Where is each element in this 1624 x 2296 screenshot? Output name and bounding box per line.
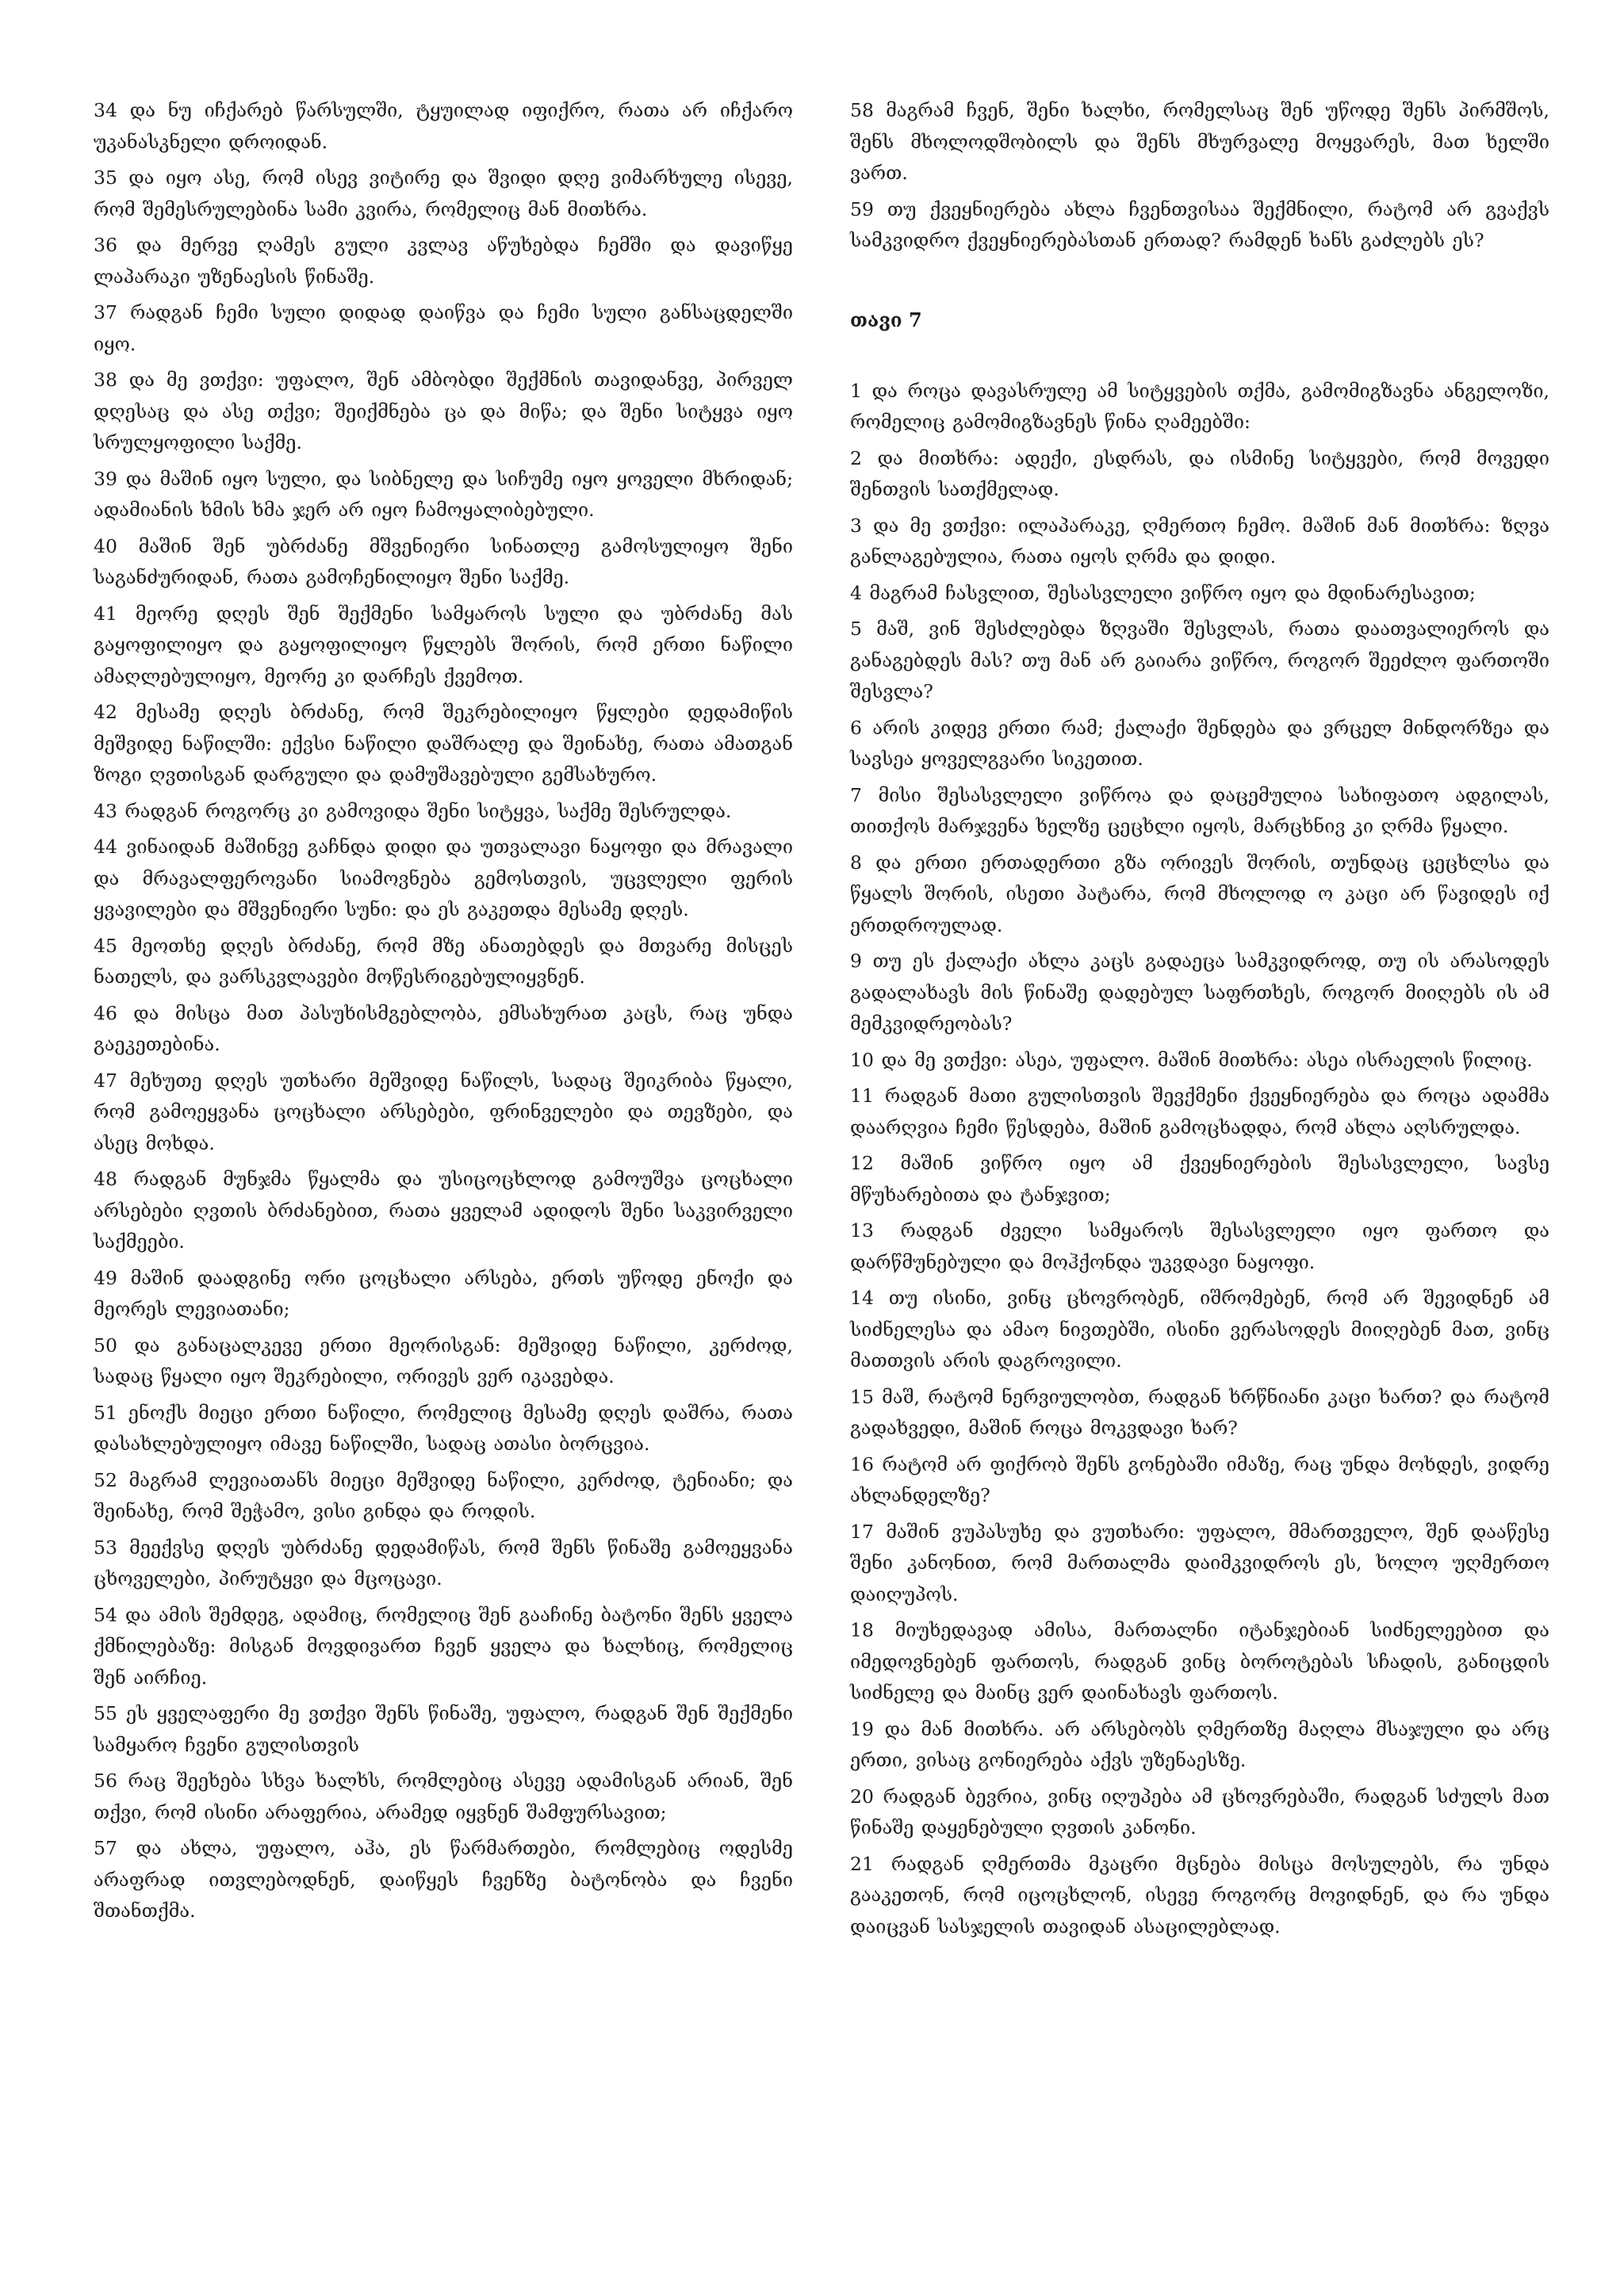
verse-paragraph: 55 ეს ყველაფერი მე ვთქვი შენს წინაშე, უფალო, რადგან შენ შექმენი სამყარო ჩვენი გულისთვის — [94, 1702, 793, 1756]
right-column-bottom — [850, 376, 1549, 1943]
left-column — [94, 95, 793, 1932]
verse-paragraph: 49 მაშინ დაადგინე ორი ცოცხალი არსება, ერთს უწოდე ენოქი და მეორეს ლევიათანი; — [94, 1266, 793, 1320]
verse-paragraph: 11 რადგან მათი გულისთვის შევქმენი ქვეყნიერება და როცა ადამმა დაარღვია ჩემი წესდება, მაშინ გამოცხადდა, რომ ახლა აღსრულდა. — [850, 1085, 1549, 1138]
verse-paragraph: 17 მაშინ ვუპასუხე და ვუთხარი: უფალო, მმართველო, შენ დააწესე შენი კანონით, რომ მართალმა დაიმკვიდროს ეს, ხოლო უღმერთო დაიღუპოს. — [850, 1520, 1549, 1605]
verse-paragraph: 58 მაგრამ ჩვენ, შენი ხალხი, რომელსაც შენ უწოდე შენს პირმშოს, შენს მხოლოდშობილს და შენს მხურვალე მოყვარეს, მათ ხელში ვართ. — [850, 99, 1549, 184]
verse-paragraph: 3 და მე ვთქვი: ილაპარაკე, ღმერთო ჩემო. მაშინ მან მითხრა: ზღვა განლაგებულია, რათა იყოს ღრმა და დიდი. — [850, 514, 1549, 568]
verse-paragraph: 54 და ამის შემდეგ, ადამიც, რომელიც შენ გააჩინე ბატონი შენს ყველა ქმნილებაზე: მისგან მოვდივართ ჩვენ ყველა და ხალხიც, რომელიც შენ აირჩიე. — [94, 1603, 793, 1689]
verse-paragraph: 57 და ახლა, უფალო, აჰა, ეს წარმართები, რომლებიც ოდესმე არაფრად ითვლებოდნენ, დაიწყეს ჩვენზე ბატონობა და ჩვენი შთანთქმა. — [94, 1837, 793, 1922]
verse-paragraph: 6 არის კიდევ ერთი რამ; ქალაქი შენდება და ვრცელ მინდორზეა და სავსეა ყოველგვარი სიკეთით. — [850, 716, 1549, 770]
verse-paragraph: 37 რადგან ჩემი სული დიდად დაიწვა და ჩემი სული განსაცდელში იყო. — [94, 301, 793, 355]
right-column — [850, 95, 1549, 1947]
verse-paragraph: 12 მაშინ ვიწრო იყო ამ ქვეყნიერების შესასვლელი, სავსე მწუხარებითა და ტანჯვით; — [850, 1152, 1549, 1206]
verse-paragraph: 42 მესამე დღეს ბრძანე, რომ შეკრებილიყო წყლები დედამიწის მეშვიდე ნაწილში: ექვსი ნაწილი დაშრალე და შეინახე, რათა ამათგან ზოგი ღვთისგან დარგული და დამუშავებული გემსახურო. — [94, 701, 793, 786]
verse-paragraph: 15 მაშ, რატომ ნერვიულობთ, რადგან ხრწნიანი კაცი ხართ? და რატომ გადახვედი, მაშინ როცა მოკვდავი ხარ? — [850, 1385, 1549, 1439]
verse-paragraph: 39 და მაშინ იყო სული, და სიბნელე და სიჩუმე იყო ყოველი მხრიდან; ადამიანის ხმის ხმა ჯერ არ იყო ჩამოყალიბებული. — [94, 467, 793, 521]
verse-paragraph: 21 რადგან ღმერთმა მკაცრი მცნება მისცა მოსულებს, რა უნდა გააკეთონ, რომ იცოცხლონ, ისევე როგორც მოვიდნენ, და რა უნდა დაიცვან სასჯელის თავიდან ასაცილებლად. — [850, 1852, 1549, 1938]
verse-paragraph: 38 და მე ვთქვი: უფალო, შენ ამბობდი შექმნის თავიდანვე, პირველ დღესაც და ასე თქვი; შეიქმნება ცა და მიწა; და შენი სიტყვა იყო სრულყოფილი საქმე. — [94, 369, 793, 453]
verse-paragraph: 8 და ერთი ერთადერთი გზა ორივეს შორის, თუნდაც ცეცხლსა და წყალს შორის, ისეთი პატარა, რომ მხოლოდ ო კაცი არ წავიდეს იქ ერთდროულად. — [850, 851, 1549, 936]
verse-paragraph: 20 რადგან ბევრია, ვინც იღუპება ამ ცხოვრებაში, რადგან სძულს მათ წინაშე დაყენებული ღვთის კანონი. — [850, 1785, 1549, 1839]
verse-paragraph: 43 რადგან როგორც კი გამოვიდა შენი სიტყვა, საქმე შესრულდა. — [94, 799, 732, 822]
verse-paragraph: 53 მეექვსე დღეს უბრძანე დედამიწას, რომ შენს წინაშე გამოეყვანა ცხოველები, პირუტყვი და მცოცავი. — [94, 1536, 793, 1590]
verse-paragraph: 52 მაგრამ ლევიათანს მიეცი მეშვიდე ნაწილი, კერძოდ, ტენიანი; და შეინახე, რომ შეჭამო, ვისი გინდა და როდის. — [94, 1468, 793, 1522]
verse-paragraph: 14 თუ ისინი, ვინც ცხოვრობენ, იშრომებენ, რომ არ შევიდნენ ამ სიძნელესა და ამაო ნივთებში, ისინი ვერასოდეს მიიღებენ მათ, ვინც მათთვის არის დაგროვილი. — [850, 1287, 1549, 1372]
verse-paragraph: 45 მეოთხე დღეს ბრძანე, რომ მზე ანათებდეს და მთვარე მისცეს ნათელს, და ვარსკვლავები მოწესრიგებულიყვნენ. — [94, 934, 793, 988]
verse-paragraph: 44 ვინაიდან მაშინვე გაჩნდა დიდი და უთვალავი ნაყოფი და მრავალი და მრავალფეროვანი სიამოვნება გემოსთვის, უცვლელი ფერის ყვავილები და მშვენიერი სუნი: და ეს გაკეთდა მესამე დღეს. — [94, 836, 793, 920]
verse-paragraph: 36 და მერვე ღამეს გული კვლავ აწუხებდა ჩემში და დავიწყე ლაპარაკი უზენაესის წინაშე. — [94, 234, 793, 288]
verse-paragraph: 48 რადგან მუნჯმა წყალმა და უსიცოცხლოდ გამოუშვა ცოცხალი არსებები ღვთის ბრძანებით, რათა ყველამ ადიდოს შენი საკვირველი საქმეები. — [94, 1168, 793, 1253]
verse-paragraph: 18 მიუხედავად ამისა, მართალნი იტანჯებიან სიძნელეებით და იმედოვნებენ ფართოს, რადგან ვინც ბოროტებას სჩადის, განიცდის სიძნელე და მაინც ვერ დაინახავს ფართოს. — [850, 1619, 1549, 1704]
verse-paragraph: 2 და მითხრა: ადექი, ესდრას, და ისმინე სიტყვები, რომ მოვედი შენთვის სათქმელად. — [850, 446, 1549, 500]
verse-paragraph: 34 და ნუ იჩქარებ წარსულში, ტყუილად იფიქრო, რათა არ იჩქარო უკანასკნელი დროიდან. — [94, 99, 793, 153]
verse-paragraph: 59 თუ ქვეყნიერება ახლა ჩვენთვისაა შექმნილი, რატომ არ გვაქვს სამკვიდრო ქვეყნიერებასთან ერთად? რამდენ ხანს გაძლებს ეს? — [850, 197, 1549, 251]
verse-paragraph: 51 ენოქს მიეცი ერთი ნაწილი, რომელიც მესამე დღეს დაშრა, რათა დასახლებულიყო იმავე ნაწილში, სადაც ათასი ბორცვია. — [94, 1401, 793, 1455]
verse-paragraph: 7 მისი შესასვლელი ვიწროა და დაცემულია სახიფათო ადგილას, თითქოს მარჯვენა ხელზე ცეცხლი იყოს, მარცხნივ კი ღრმა წყალი. — [850, 783, 1549, 837]
verse-paragraph: 4 მაგრამ ჩასვლით, შესასვლელი ვიწრო იყო და მდინარესავით; — [850, 581, 1476, 604]
verse-paragraph: 19 და მან მითხრა. არ არსებობს ღმერთზე მაღლა მსაჯული და არც ერთი, ვისაც გონიერება აქვს უზენაესზე. — [850, 1717, 1549, 1771]
verse-paragraph: 41 მეორე დღეს შენ შექმენი სამყაროს სული და უბრძანე მას გაყოფილიყო და გაყოფილიყო წყლებს შორის, რომ ერთი ნაწილი ამაღლებულიყო, მეორე კი დარჩეს ქვემოთ. — [94, 602, 793, 687]
verse-paragraph: 40 მაშინ შენ უბრძანე მშვენიერი სინათლე გამოსულიყო შენი საგანძურიდან, რათა გამოჩენილიყო შენი საქმე. — [94, 534, 793, 588]
verse-paragraph: 5 მაშ, ვინ შესძლებდა ზღვაში შესვლას, რათა დაათვალიეროს და განაგებდეს მას? თუ მან არ გაიარა ვიწრო, როგორ შეეძლო ფართოში შესვლა? — [850, 618, 1549, 702]
verse-paragraph: 56 რაც შეეხება სხვა ხალხს, რომლებიც ასევე ადამისგან არიან, შენ თქვი, რომ ისინი არაფერია, არამედ იყვნენ შამფურსავით; — [94, 1770, 793, 1823]
verse-paragraph: 46 და მისცა მათ პასუხისმგებლობა, ემსახურათ კაცს, რაც უნდა გაეკეთებინა. — [94, 1001, 793, 1055]
verse-paragraph: 13 რადგან ძველი სამყაროს შესასვლელი იყო ფართო და დარწმუნებული და მოჰქონდა უკვდავი ნაყოფი. — [850, 1219, 1549, 1273]
verse-paragraph: 10 და მე ვთქვი: ასეა, უფალო. მაშინ მითხრა: ასეა ისრაელის წილიც. — [850, 1048, 1533, 1071]
verse-paragraph: 50 და განაცალკევე ერთი მეორისგან: მეშვიდე ნაწილი, კერძოდ, სადაც წყალი იყო შეკრებილი, ორივეს ვერ იკავებდა. — [94, 1334, 793, 1387]
verse-paragraph: 1 და როცა დავასრულე ამ სიტყვების თქმა, გამომიგზავნა ანგელოზი, რომელიც გამომიგზავნეს წინა ღამეებში: — [850, 379, 1549, 433]
verse-paragraph: 35 და იყო ასე, რომ ისევ ვიტირე და შვიდი დღე ვიმარხულე ისევე, რომ შემესრულებინა სამი კვირა, რომელიც მან მითხრა. — [94, 166, 793, 220]
verse-paragraph: 47 მეხუთე დღეს უთხარი მეშვიდე ნაწილს, სადაც შეიკრიბა წყალი, რომ გამოეყვანა ცოცხალი არსებები, ფრინველები და თევზები, და ასეც მოხდა. — [94, 1069, 793, 1154]
verse-paragraph: 16 რატომ არ ფიქრობ შენს გონებაში იმაზე, რაც უნდა მოხდეს, ვიდრე ახლანდელზე? — [850, 1452, 1549, 1506]
right-column-top — [850, 95, 1549, 257]
chapter-heading: თავი 7 — [850, 308, 922, 331]
verse-paragraph: 9 თუ ეს ქალაქი ახლა კაცს გადაეცა სამკვიდროდ, თუ ის არასოდეს გადალახავს მის წინაშე დადებულ საფრთხეს, როგორ მიიღებს ის ამ მემკვიდრეობას? — [850, 950, 1549, 1035]
